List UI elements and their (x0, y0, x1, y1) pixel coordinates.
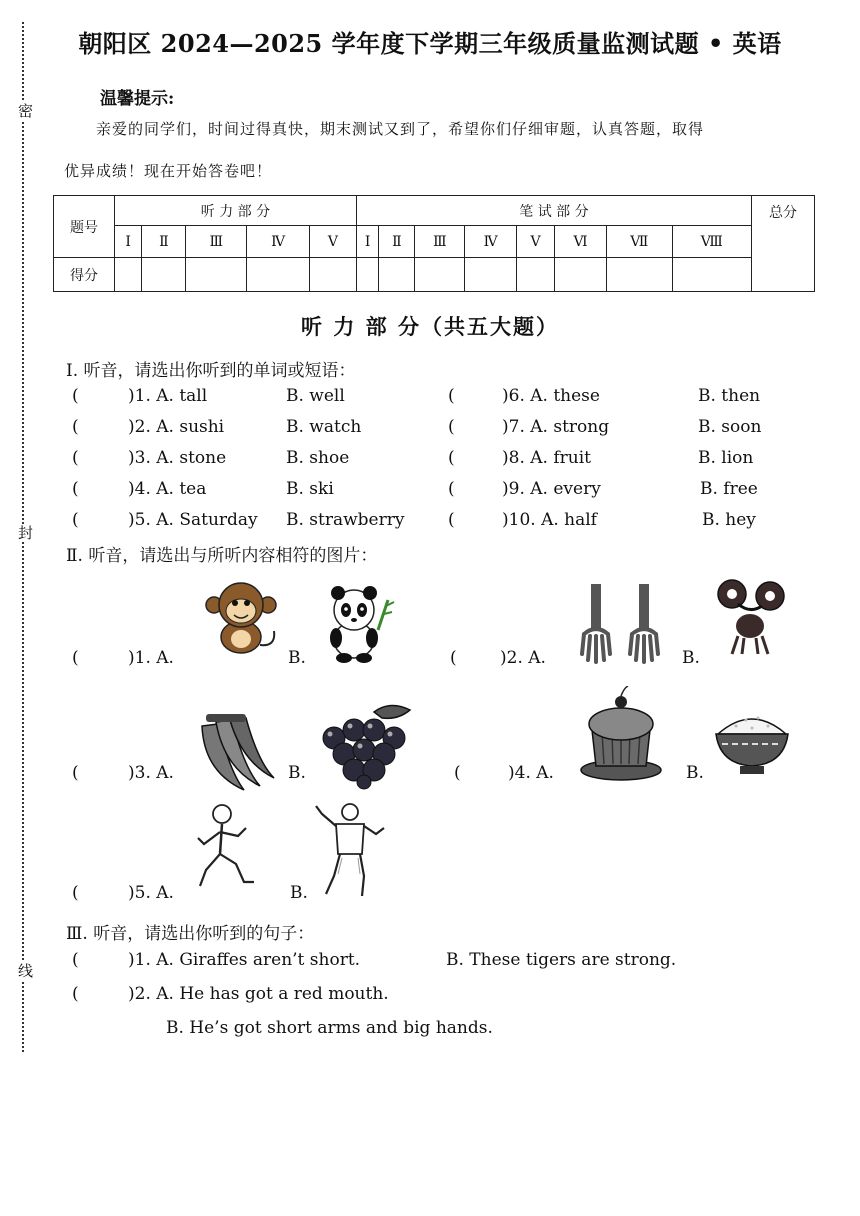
score-cell[interactable] (516, 258, 554, 292)
tai-chi-man-picture[interactable] (312, 798, 388, 900)
q1-item-7-b: B. soon (698, 417, 762, 437)
panda-picture[interactable] (316, 580, 396, 664)
answer-paren[interactable]: ( (72, 417, 79, 437)
hands-picture[interactable] (578, 584, 666, 666)
writing-col: Ⅰ (356, 226, 378, 258)
binding-mi-char: 密 (18, 102, 34, 120)
monkey-picture[interactable] (200, 575, 282, 657)
answer-paren[interactable]: ( (72, 883, 79, 903)
q1-item-8-a: )8. A. fruit (502, 448, 591, 468)
section-title: 听 力 部 分（共五大题） (301, 314, 559, 339)
listening-col: Ⅰ (115, 226, 142, 258)
score-cell[interactable] (310, 258, 357, 292)
listening-header: 听 力 部 分 (115, 196, 357, 226)
q1-item-10-a: )10. A. half (502, 510, 597, 530)
q3-heading: Ⅲ. 听音，请选出你听到的句子： (66, 924, 315, 944)
q1-item-1-a: )1. A. tall (128, 386, 208, 406)
listening-col: Ⅲ (186, 226, 247, 258)
score-cell[interactable] (379, 258, 415, 292)
answer-paren[interactable]: ( (448, 417, 455, 437)
score-cell[interactable] (356, 258, 378, 292)
tip-heading: 温馨提示: (100, 89, 175, 109)
answer-paren[interactable]: ( (450, 648, 457, 668)
cake-picture[interactable] (578, 686, 664, 782)
q2-item-4-a: )4. A. (508, 763, 554, 783)
writing-col: Ⅴ (516, 226, 554, 258)
q2-item-1-a: )1. A. (128, 648, 174, 668)
listening-col: Ⅱ (142, 226, 186, 258)
q1-item-2-b: B. watch (286, 417, 362, 437)
writing-col: Ⅶ (607, 226, 673, 258)
q2-item-5-b: B. (290, 883, 308, 903)
q1-item-2-a: )2. A. sushi (128, 417, 225, 437)
writing-header: 笔 试 部 分 (356, 196, 751, 226)
q2-item-3-b: B. (288, 763, 306, 783)
score-cell[interactable] (555, 258, 607, 292)
q2-item-4-b: B. (686, 763, 704, 783)
score-cell[interactable] (415, 258, 465, 292)
score-table (53, 195, 815, 292)
score-cell[interactable] (142, 258, 186, 292)
q1-item-4-b: B. ski (286, 479, 334, 499)
q3-item-2-b: B. He’s got short arms and big hands. (166, 1018, 493, 1038)
running-boy-picture[interactable] (192, 800, 262, 894)
q2-item-5-a: )5. A. (128, 883, 174, 903)
q3-item-1-a: )1. A. Giraffes aren’t short. (128, 950, 361, 970)
answer-paren[interactable]: ( (454, 763, 461, 783)
tihao-label: 题号 (54, 196, 115, 258)
answer-paren[interactable]: ( (448, 386, 455, 406)
score-cell[interactable] (607, 258, 673, 292)
writing-col: Ⅵ (555, 226, 607, 258)
defen-label: 得分 (54, 258, 115, 292)
score-cell[interactable] (672, 258, 751, 292)
q2-item-2-b: B. (682, 648, 700, 668)
q1-item-9-a: )9. A. every (502, 479, 601, 499)
q3-item-1-b: B. These tigers are strong. (446, 950, 677, 970)
q1-item-8-b: B. lion (698, 448, 754, 468)
score-cell[interactable] (465, 258, 517, 292)
binding-feng-char: 封 (18, 524, 34, 542)
listening-col: Ⅳ (247, 226, 310, 258)
q1-item-3-a: )3. A. stone (128, 448, 227, 468)
monster-picture[interactable] (708, 574, 798, 658)
answer-paren[interactable]: ( (448, 479, 455, 499)
q2-item-3-a: )3. A. (128, 763, 174, 783)
q1-item-6-a: )6. A. these (502, 386, 600, 406)
answer-paren[interactable]: ( (448, 510, 455, 530)
answer-paren[interactable]: ( (72, 510, 79, 530)
answer-paren[interactable]: ( (448, 448, 455, 468)
q1-item-7-a: )7. A. strong (502, 417, 610, 437)
q1-item-5-b: B. strawberry (286, 510, 405, 530)
score-cell[interactable] (186, 258, 247, 292)
answer-paren[interactable]: ( (72, 479, 79, 499)
answer-paren[interactable]: ( (72, 763, 79, 783)
q1-item-3-b: B. shoe (286, 448, 350, 468)
writing-col: Ⅱ (379, 226, 415, 258)
grapes-picture[interactable] (314, 698, 418, 790)
q2-heading: Ⅱ. 听音，请选出与所听内容相符的图片： (66, 546, 378, 566)
answer-paren[interactable]: ( (72, 386, 79, 406)
answer-paren[interactable]: ( (72, 648, 79, 668)
binding-xian-char: 线 (18, 962, 34, 980)
q1-item-1-b: B. well (286, 386, 345, 406)
q1-item-10-b: B. hey (702, 510, 756, 530)
listening-col: Ⅴ (310, 226, 357, 258)
score-cell[interactable] (115, 258, 142, 292)
score-cell[interactable] (247, 258, 310, 292)
writing-col: Ⅳ (465, 226, 517, 258)
writing-col: Ⅲ (415, 226, 465, 258)
tip-line-2: 优异成绩！现在开始答卷吧！ (64, 162, 273, 180)
q1-item-4-a: )4. A. tea (128, 479, 207, 499)
q1-item-5-a: )5. A. Saturday (128, 510, 258, 530)
q3-item-2-a: )2. A. He has got a red mouth. (128, 984, 389, 1004)
tip-line-1: 亲爱的同学们，时间过得真快，期末测试又到了，希望你们仔细审题，认真答题，取得 (96, 120, 705, 138)
rice-bowl-picture[interactable] (712, 700, 792, 780)
q1-heading: Ⅰ. 听音，请选出你听到的单词或短语： (66, 361, 356, 381)
bananas-picture[interactable] (194, 712, 280, 796)
answer-paren[interactable]: ( (72, 950, 79, 970)
q2-item-1-b: B. (288, 648, 306, 668)
answer-paren[interactable]: ( (72, 448, 79, 468)
q1-item-9-b: B. free (700, 479, 758, 499)
total-header: 总分 (752, 196, 815, 292)
answer-paren[interactable]: ( (72, 984, 79, 1004)
q2-item-2-a: )2. A. (500, 648, 546, 668)
q1-item-6-b: B. then (698, 386, 761, 406)
writing-col: Ⅷ (672, 226, 751, 258)
exam-title: 朝阳区 2024—2025 学年度下学期三年级质量监测试题 • 英语 (78, 29, 782, 58)
